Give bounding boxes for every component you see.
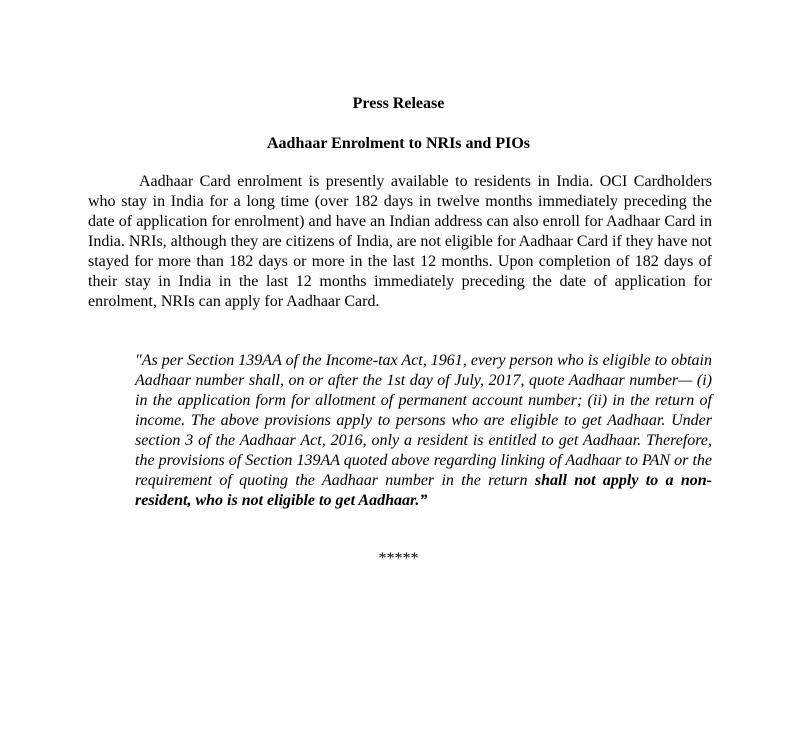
quote-text: "As per Section 139AA of the Income-tax Act, 1961, every person who is eligible to obtain Aadhaar number shall, on or after the 1st day of July, 2017, quote Aadhaar number— (i) in the application form for allotment of permanent account number; (ii) in the return of income. The above provisions apply to persons who are eligible to get Aadhaar. Under section 3 of the Aadhaar Act, 2016, only a resident is entitled to get Aadhaar. Therefore, the provisions of Section 139AA quoted above regarding linking of Aadhaar to PAN or the requirement of quoting the Aadhaar number in the return (135, 352, 712, 489)
press-release-heading: Press Release (352, 95, 445, 112)
end-separator: ***** (378, 550, 419, 567)
body-paragraph: Aadhaar Card enrolment is presently available to residents in India. OCI Cardholders who stay in India for a long time (over 182 days in twelve months immediately preceding the date of application for enrolment) and have an Indian address can also enroll for Aadhaar Card in India. NRIs, although they are citizens of India, are not eligible for Aadhaar Card if they have not stayed for more than 182 days or more in the last 12 months. Upon completion of 182 days of their stay in India in the last 12 months immediately preceding the date of application for enrolment, NRIs can apply for Aadhaar Card. (88, 173, 712, 310)
quoted-provision (135, 351, 712, 511)
quote-emphasis: shall not apply to a non-resident, who is not eligible to get Aadhaar.” (135, 472, 713, 509)
document-title: Aadhaar Enrolment to NRIs and PIOs (266, 135, 530, 152)
